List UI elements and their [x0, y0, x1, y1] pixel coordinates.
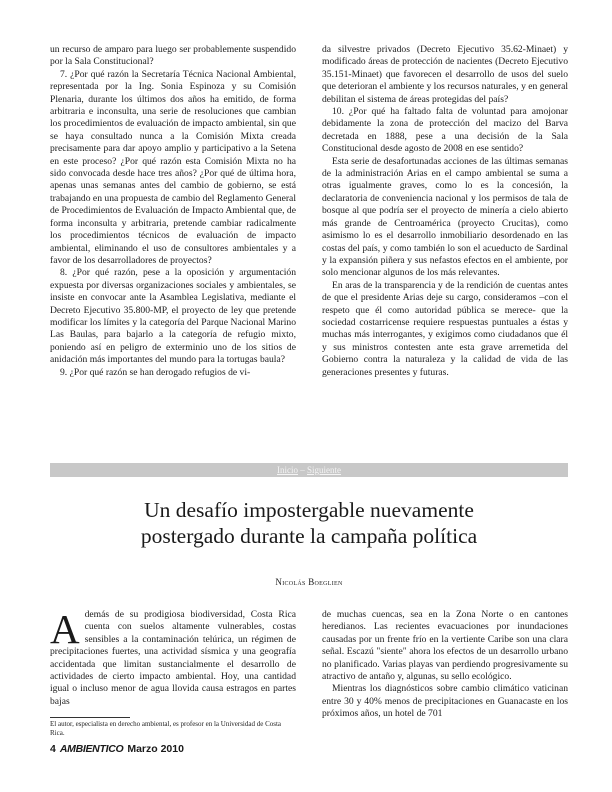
- paragraph-closing: En aras de la transparencia y de la rendición de cuentas antes de que el presidente Arias deje su cargo, consideramos –con el respeto que él como autoridad pública se merece- que la sociedad costarricense requiere respuestas puntuales a éstas y muchas más interrogantes, y exigimos como ciudadanos que él y sus ministros contesten ante esta grave arremetida del Gobierno contra la naturaleza y la calidad de vida de las generaciones presentes y futuras.: [322, 279, 568, 378]
- paragraph: un recurso de amparo para luego ser probablemente suspendido por la Sala Constitucional?: [50, 44, 296, 68]
- column-top-left: [50, 44, 296, 379]
- article-title: [50, 497, 568, 549]
- paragraph-intro: [50, 606, 296, 708]
- page-footer: [50, 742, 184, 756]
- paragraph: Mientras los diagnósticos sobre cambio climático vaticinan entre 30 y 40% menos de precipitaciones en Guanacaste en los próximos años, un hotel de 701: [322, 683, 568, 720]
- drop-cap: A: [50, 606, 80, 652]
- paragraph: Esta serie de desafortunadas acciones de las últimas semanas de la administración Arias en el campo ambiental se suma a otras igualmente graves, como lo es la concesión, la declaratoria de conveniencia nacional y los permisos de tala de bosque al que podría ser el proyecto de minería a cielo abierto más grande de Centroamérica (proyecto Crucitas), como asimismo lo es el desarrollo inmobiliario desordenado en las costas del país, y como también lo son el acueducto de Sardinal y la expansión piñera y sus nefastos efectos en el ambiente, por solo mencionar algunos de los más relevantes.: [322, 155, 568, 279]
- column-bottom-right: [322, 609, 568, 721]
- nav-separator: –: [298, 465, 307, 475]
- title-line-1: Un desafío impostergable nuevamente: [144, 498, 474, 522]
- paragraph-question-10: 10. ¿Por qué ha faltado falta de voluntad para amojonar debidamente la zona de protección del macizo del Barva decretada en 1888, pese a una decisión de la Sala Constitucional desde agosto de 2008 en ese sentido?: [322, 106, 568, 155]
- footnote-divider: [50, 717, 130, 718]
- page-number: 4: [50, 743, 56, 755]
- author-byline: Nicolás Boeglien: [275, 577, 343, 587]
- paragraph-question-7: 7. ¿Por qué razón la Secretaría Técnica Nacional Ambiental, representada por la Ing. Sonia Espinoza y su Comisión Plenaria, durante los últimos dos años ha emitido, de forma arbitraria e inconsulta, una serie de resoluciones que cambian los procedimientos de evaluación de impacto ambiental, sin que se haya consultado nunca a la Comisión Mixta creada precisamente para dar apoyo amplio y participativo a la Setena en este proceso? ¿Por qué razón esta Comisión Mixta no ha sido convocada desde hace tres años? ¿Por qué de última hora, apenas unas semanas antes del cambio de gobierno, se está trabajando en una propuesta de cambio del Reglamento General de Procedimientos de Evaluación de Impacto Ambiental que, de forma inconsulta y arbitraria, pretende cambiar radicalmente los procedimientos técnicos de evaluación de impacto ambiental, eliminando el uso de consultores ambientales y a favor de los desarrolladores de proyectos?: [50, 68, 296, 266]
- paragraph: de muchas cuencas, sea en la Zona Norte o en cantones heredianos. Las recientes evacuaciones por inundaciones causadas por un frente frío en la vertiente Caribe son una clara señal. Escazú "siente" ahora los efectos de un desarrollo urbano no planificado. Varias playas van perdiendo progresivamente su atractivo de antaño y, algunas, su sello ecológico.: [322, 609, 568, 683]
- issue-date: Marzo 2010: [127, 743, 184, 755]
- title-line-2: postergado durante la campaña política: [140, 524, 478, 548]
- home-link[interactable]: Inicio: [277, 465, 298, 475]
- column-bottom-left: [50, 606, 296, 708]
- navigation-bar: [50, 463, 568, 477]
- column-top-right: [322, 44, 568, 379]
- next-link[interactable]: Siguiente: [307, 465, 341, 475]
- paragraph: da silvestre privados (Decreto Ejecutivo 35.62-Minaet) y modificado áreas de protección de nacientes (Decreto Ejecutivo 35.151-Minaet) que favorecen el desarrollo de usos del suelo que deterioran el ambiente y los recursos naturales, y en general debilitan el sistema de áreas protegidas del país?: [322, 44, 568, 105]
- intro-text: demás de su prodigiosa biodiversidad, Costa Rica cuenta con suelos altamente vulnerables, costas sensibles a la contaminación telúrica, un régimen de precipitaciones fuertes, una actividad sísmica y una geografía accidentada que limitan sustancialmente el desarrollo de actividades de cierto impacto ambiental. Hoy, una cantidad igual o incluso menor de agua llovida causa estragos en partes bajas: [50, 609, 296, 707]
- paragraph-question-9: 9. ¿Por qué razón se han derogado refugios de vi-: [60, 366, 251, 378]
- magazine-logo: AMBIENTICO: [59, 743, 124, 755]
- paragraph-question-8: 8. ¿Por qué razón, pese a la oposición y argumentación expuesta por diversas organizaciones sociales y ambientales, se insiste en convocar ante la Asamblea Legislativa, mediante el Decreto Ejecutivo 35.800-MP, el proyecto de ley que pretende modificar los límites y la categoría del Parque Nacional Marino Las Baulas, para bajarlo a la categoría de refugio mixto, poniendo así en peligro de exterminio uno de los sitios de anidación más importantes del mundo para la tortugas baula?: [50, 267, 296, 366]
- footnote: El autor, especialista en derecho ambiental, es profesor en la Universidad de Costa Rica.: [50, 720, 282, 737]
